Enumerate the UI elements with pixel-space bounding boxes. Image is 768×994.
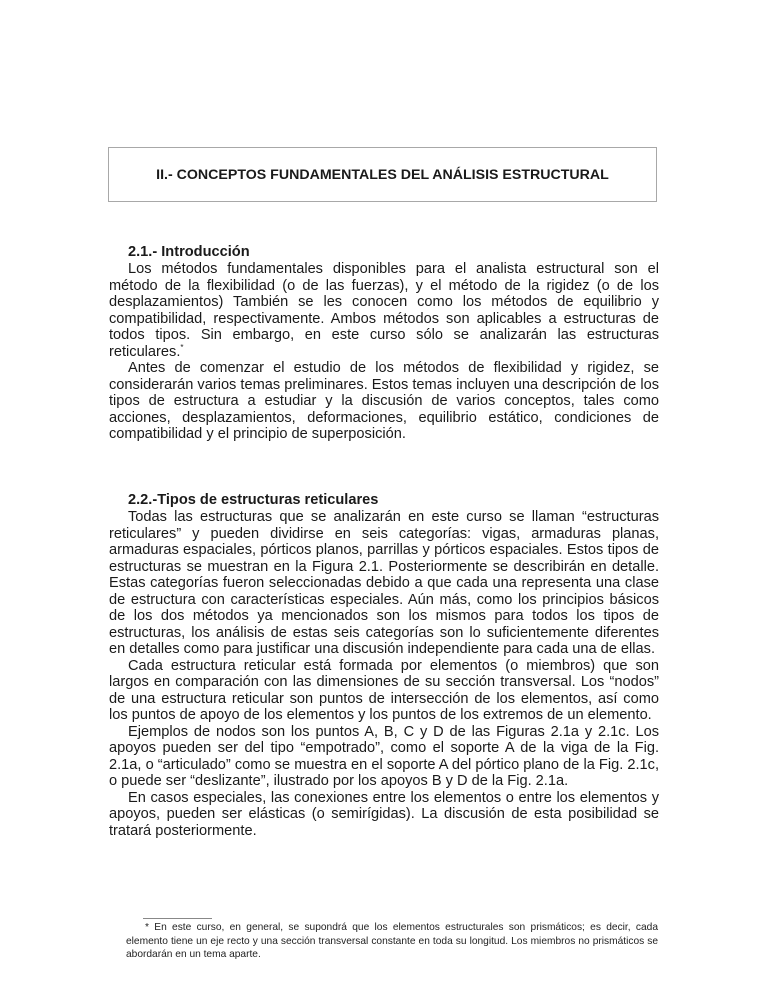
- section-heading: 2.2.-Tipos de estructuras reticulares: [128, 492, 379, 508]
- paragraph: Ejemplos de nodos son los puntos A, B, C y D de las Figuras 2.1a y 2.1c. Los apoyos pueden ser del tipo “empotrado”, como el soporte A de la viga de la Fig. 2.1a, o “articulado” como se muestra en el soporte A del pórtico plano de la Fig. 2.1c, o puede ser “deslizante”, ilustrado por los apoyos B y D de la Fig. 2.1a.: [109, 723, 659, 789]
- paragraph: Cada estructura reticular está formada por elementos (o miembros) que son largos en comparación con las dimensiones de su sección transversal. Los “nodos” de una estructura reticular son puntos de intersección de los elementos, así como los puntos de apoyo de los elementos y los puntos de los extremos de un elemento.: [109, 657, 659, 723]
- section-introduccion: [109, 244, 659, 443]
- paragraph: Todas las estructuras que se analizarán en este curso se llaman “estructuras reticulares” y pueden dividirse en seis categorías: vigas, armaduras planas, armaduras espaciales, pórticos planos, parrillas y pórticos espaciales. Estos tipos de estructuras se muestran en la Figura 2.1. Posteriormente se describirán en detalle. Estas categorías fueron seleccionadas debido a que cada una representa una clase de estructura con características especiales. Aún más, como los principios básicos de los dos métodos ya mencionados son los mismos para todos los tipos de estructuras, los análisis de estas seis categorías son lo suficientemente diferentes en detalles como para justificar una discusión independiente para cada una de ellas.: [109, 509, 659, 657]
- paragraph-text: Los métodos fundamentales disponibles para el analista estructural son el método de la flexibilidad (o de las fuerzas), y el método de la rigidez (o de los desplazamientos) También se les conocen como los métodos de equilibrio y compatibilidad, respectivamente. Ambos métodos son aplicables a estructuras de todos tipos. Sin embargo, en este curso sólo se analizarán las estructuras reticulares.: [109, 261, 659, 360]
- footnote-marker: *: [180, 342, 184, 352]
- paragraph: [109, 261, 659, 360]
- footnote: * En este curso, en general, se supondrá que los elementos estructurales son prismáticos; es decir, cada elemento tiene un eje recto y una sección transversal constante en toda su longitud. Los miembros no prismáticos se abordarán en un tema aparte.: [126, 922, 658, 960]
- section-heading: 2.1.- Introducción: [128, 244, 250, 260]
- chapter-title: II.- CONCEPTOS FUNDAMENTALES DEL ANÁLISIS ESTRUCTURAL: [156, 166, 609, 183]
- chapter-title-box: [108, 147, 657, 202]
- footnote-separator: [143, 918, 212, 919]
- paragraph: Antes de comenzar el estudio de los métodos de flexibilidad y rigidez, se considerarán varios temas preliminares. Estos temas incluyen una descripción de los tipos de estructura a estudiar y la discusión de varios conceptos, tales como acciones, desplazamientos, deformaciones, equilibrio estático, condiciones de compatibilidad y el principio de superposición.: [109, 360, 659, 442]
- paragraph: En casos especiales, las conexiones entre los elementos o entre los elementos y apoyos, pueden ser elásticas (o semirígidas). La discusión de esta posibilidad se tratará posteriormente.: [109, 789, 659, 839]
- section-tipos-estructuras: [109, 492, 659, 839]
